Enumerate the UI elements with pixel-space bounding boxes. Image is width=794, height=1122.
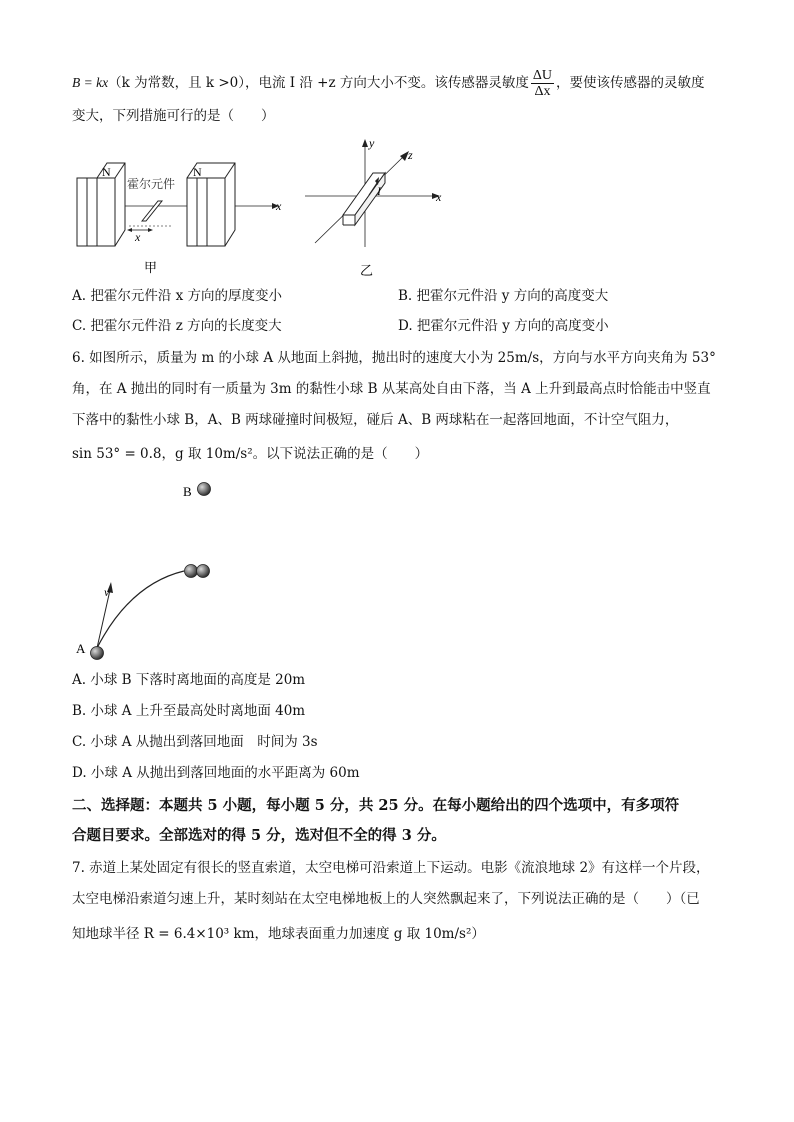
ball-b-collision [197,565,210,578]
q5-option-c: C. 把霍尔元件沿 z 方向的长度变大 [72,318,282,334]
q5-formula: B = kx [72,75,109,90]
velocity-label: v [104,585,110,599]
ball-a-top [185,565,198,578]
q6-option-a: A. 小球 B 下落时离地面的高度是 20m [72,672,306,688]
z-axis-label: z [408,148,413,162]
projectile-figure [60,476,240,666]
x-axis-label: x [436,190,442,204]
current-label: I [377,184,381,198]
frac-denominator: Δx [534,84,551,99]
q5-text-a: （k 为常数，且 k >0），电流 I 沿 +z 方向大小不变。该传感器灵敏度 [108,75,529,91]
q6-option-b: B. 小球 A 上升至最高处时离地面 40m [72,703,306,719]
q5-line-1 [72,68,705,99]
section-2-heading-line-1: 二、选择题：本题共 5 小题，每小题 5 分，共 25 分。在每小题给出的四个选项中，有多项符 [72,797,680,814]
displacement-arrowhead [148,228,153,232]
q5-line-2: 变大，下列措施可行的是（ ） [72,108,275,124]
trajectory-curve [97,571,184,648]
figure-yi-caption: 乙 [360,263,374,278]
hall-element-plate [142,201,162,221]
q6-line-1: 6. 如图所示，质量为 m 的小球 A 从地面上斜抛，抛出时的速度大小为 25m/s，方向与水平方向夹角为 53° [72,350,716,366]
q6-line-4: sin 53° = 0.8，g 取 10m/s²。以下说法正确的是（ ） [72,446,429,462]
q5-option-b: B. 把霍尔元件沿 y 方向的高度变大 [398,288,609,304]
ball-a [91,647,104,660]
q6-line-3: 下落中的黏性小球 B，A、B 两球碰撞时间极短，碰后 A、B 两球粘在一起落回地面，不计空气阻力， [72,412,679,428]
y-axis-label: y [369,136,375,150]
displacement-label: x [135,230,141,244]
q6-option-d: D. 小球 A 从抛出到落回地面的水平距离为 60m [72,765,360,781]
q5-option-a: A. 把霍尔元件沿 x 方向的厚度变小 [72,288,283,304]
q5-text-b: ，要使该传感器的灵敏度 [556,75,705,91]
ball-b [198,483,211,496]
section-2-heading-line-2: 合题目要求。全部选对的得 5 分，选对但不全的得 3 分。 [72,827,446,844]
q6-option-c: C. 小球 A 从抛出到落回地面 时间为 3s [72,734,318,750]
hall-element-figure-jia [72,148,292,276]
q7-line-3: 知地球半径 R = 6.4×10³ km，地球表面重力加速度 g 取 10m/s²） [72,926,485,942]
q5-option-d: D. 把霍尔元件沿 y 方向的高度变小 [398,318,609,334]
q7-line-1: 7. 赤道上某处固定有很长的竖直索道，太空电梯可沿索道上下运动。电影《流浪地球 2》有这样一个片段， [72,860,710,876]
x-axis-label: x [276,199,282,213]
right-magnet-label: N [193,165,202,179]
q7-line-2: 太空电梯沿索道匀速上升，某时刻站在太空电梯地板上的人突然飘起来了，下列说法正确的是（ ）（已 [72,891,700,907]
displacement-arrowhead-left [127,228,132,232]
frac-numerator: ΔU [532,68,553,83]
left-magnet-label: N [102,165,111,179]
y-axis-arrowhead [362,139,368,147]
figure-jia-caption: 甲 [144,260,158,275]
q5-sensitivity-fraction [531,68,554,99]
ball-a-label: A [76,641,86,656]
hall-element-label: 霍尔元件 [127,177,176,191]
ball-b-label: B [183,484,192,499]
left-magnet [77,163,125,246]
q6-line-2: 角，在 A 抛出的同时有一质量为 3m 的黏性小球 B 从某高处自由下落，当 A 上升到最高点时恰能击中竖直 [72,381,711,397]
coordinate-figure-yi [305,135,455,280]
